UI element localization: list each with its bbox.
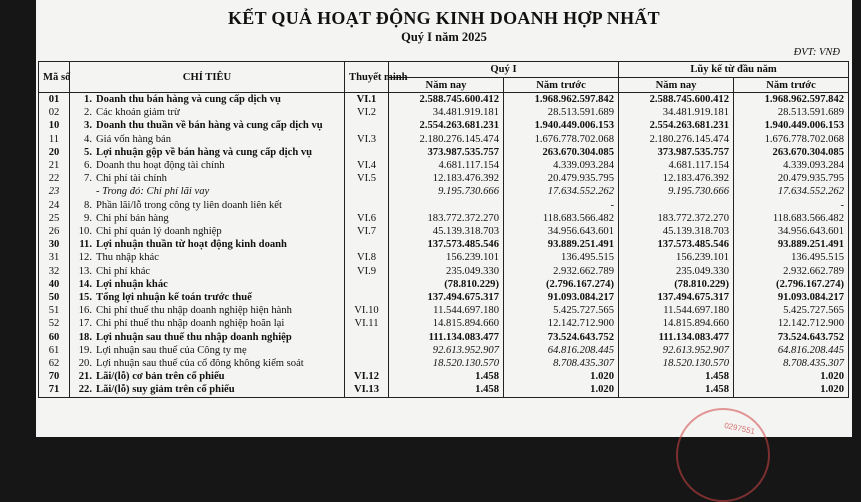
header-ytd-this-year: Năm nay	[619, 78, 734, 93]
header-quarter: Quý I	[389, 62, 619, 78]
table-body	[39, 93, 849, 398]
quarter-this-year-value: 137.494.675.317	[389, 291, 504, 304]
quarter-prev-year-value: 1.968.962.597.842	[504, 93, 619, 107]
row-code: 60	[39, 331, 70, 344]
row-index: 12.	[78, 252, 92, 264]
quarter-prev-year-value: 17.634.552.262	[504, 185, 619, 198]
row-label	[70, 225, 345, 238]
row-label	[70, 383, 345, 397]
header-ytd-prev-year: Năm trước	[734, 78, 849, 93]
quarter-prev-year-value: 1.020	[504, 370, 619, 383]
row-code: 61	[39, 344, 70, 357]
row-label	[70, 119, 345, 132]
table-row	[39, 304, 849, 317]
ytd-prev-year-value: 20.479.935.795	[734, 172, 849, 185]
ytd-this-year-value: 9.195.730.666	[619, 185, 734, 198]
row-note: VI.13	[345, 383, 389, 397]
row-note: VI.2	[345, 106, 389, 119]
quarter-this-year-value: 92.613.952.907	[389, 344, 504, 357]
row-note: VI.9	[345, 265, 389, 278]
row-label	[70, 146, 345, 159]
ytd-this-year-value: 4.681.117.154	[619, 159, 734, 172]
quarter-this-year-value: 2.588.745.600.412	[389, 93, 504, 107]
ytd-prev-year-value: 1.940.449.006.153	[734, 119, 849, 132]
ytd-this-year-value: 137.573.485.546	[619, 238, 734, 251]
row-note	[345, 357, 389, 370]
report-title: KẾT QUẢ HOẠT ĐỘNG KINH DOANH HỢP NHẤT	[228, 8, 660, 28]
row-note: VI.11	[345, 317, 389, 330]
ytd-this-year-value: (78.810.229)	[619, 278, 734, 291]
row-label-text: Chi phí thuế thu nhập doanh nghiệp hiện hành	[96, 305, 292, 317]
ytd-prev-year-value: 1.676.778.702.068	[734, 133, 849, 146]
row-note: VI.1	[345, 93, 389, 107]
table-row	[39, 383, 849, 397]
quarter-this-year-value	[389, 199, 504, 212]
table-row	[39, 265, 849, 278]
row-label-text: Lợi nhuận gộp về bán hàng và cung cấp dịch vụ	[96, 146, 313, 158]
quarter-prev-year-value: 28.513.591.689	[504, 106, 619, 119]
quarter-prev-year-value: 91.093.084.217	[504, 291, 619, 304]
row-label-text: Phần lãi/lỗ trong công ty liên doanh liên kết	[96, 199, 282, 211]
row-note	[345, 331, 389, 344]
header-item: CHỈ TIÊU	[70, 62, 345, 93]
ytd-prev-year-value: 1.968.962.597.842	[734, 93, 849, 107]
header-note: Thuyết minh	[345, 62, 389, 93]
ytd-prev-year-value: 12.142.712.900	[734, 317, 849, 330]
row-note: VI.8	[345, 251, 389, 264]
report-page	[36, 0, 852, 437]
quarter-this-year-value: (78.810.229)	[389, 278, 504, 291]
row-label-text: Lợi nhuận sau thuế thu nhập doanh nghiệp	[96, 331, 292, 343]
row-index: 22.	[78, 384, 92, 396]
row-label	[70, 370, 345, 383]
row-label	[70, 106, 345, 119]
header-quarter-this-year: Năm nay	[389, 78, 504, 93]
row-index: 19.	[78, 344, 92, 356]
income-statement-table	[38, 61, 849, 398]
row-code: 11	[39, 133, 70, 146]
row-code: 30	[39, 238, 70, 251]
ytd-this-year-value: 92.613.952.907	[619, 344, 734, 357]
row-note	[345, 344, 389, 357]
table-row	[39, 146, 849, 159]
table-row	[39, 357, 849, 370]
quarter-prev-year-value: 2.932.662.789	[504, 265, 619, 278]
quarter-this-year-value: 373.987.535.757	[389, 146, 504, 159]
row-index: 2.	[84, 107, 92, 119]
row-index: 14.	[78, 278, 92, 290]
row-note	[345, 185, 389, 198]
row-label-text: Doanh thu hoạt động tài chính	[96, 160, 225, 172]
row-label-text: Lãi/(lỗ) cơ bản trên cổ phiếu	[96, 371, 225, 383]
row-label	[70, 304, 345, 317]
ytd-prev-year-value: (2.796.167.274)	[734, 278, 849, 291]
ytd-this-year-value: 2.554.263.681.231	[619, 119, 734, 132]
quarter-prev-year-value: 1.940.449.006.153	[504, 119, 619, 132]
ytd-prev-year-value: 1.020	[734, 383, 849, 397]
row-label-text: Lợi nhuận sau thuế của cổ đông không kiểm soát	[96, 358, 304, 370]
table-row	[39, 185, 849, 198]
row-label	[70, 212, 345, 225]
row-index: 13.	[78, 265, 92, 277]
quarter-this-year-value: 2.180.276.145.474	[389, 133, 504, 146]
quarter-prev-year-value: 12.142.712.900	[504, 317, 619, 330]
currency-unit: ĐVT: VNĐ	[793, 47, 840, 58]
row-note: VI.6	[345, 212, 389, 225]
row-note	[345, 291, 389, 304]
quarter-prev-year-value: 1.676.778.702.068	[504, 133, 619, 146]
row-label-text: Chi phí tài chính	[96, 173, 167, 185]
row-code: 02	[39, 106, 70, 119]
row-note: VI.7	[345, 225, 389, 238]
row-label	[70, 133, 345, 146]
row-note	[345, 119, 389, 132]
quarter-this-year-value: 235.049.330	[389, 265, 504, 278]
row-code: 01	[39, 93, 70, 107]
row-label-text: Lợi nhuận khác	[96, 278, 168, 290]
report-period: Quý I năm 2025	[401, 30, 487, 44]
ytd-prev-year-value: 118.683.566.482	[734, 212, 849, 225]
row-note	[345, 199, 389, 212]
ytd-this-year-value: 235.049.330	[619, 265, 734, 278]
quarter-prev-year-value: -	[504, 199, 619, 212]
row-label	[70, 251, 345, 264]
table-row	[39, 317, 849, 330]
row-note: VI.10	[345, 304, 389, 317]
row-code: 20	[39, 146, 70, 159]
row-index: 18.	[78, 331, 92, 343]
quarter-prev-year-value: 20.479.935.795	[504, 172, 619, 185]
row-label	[70, 278, 345, 291]
row-label-text: Chi phí khác	[96, 265, 151, 277]
ytd-this-year-value: 373.987.535.757	[619, 146, 734, 159]
row-code: 26	[39, 225, 70, 238]
ytd-prev-year-value: 5.425.727.565	[734, 304, 849, 317]
quarter-this-year-value: 2.554.263.681.231	[389, 119, 504, 132]
row-index: 3.	[84, 120, 92, 132]
row-index: 10.	[78, 226, 92, 238]
ytd-prev-year-value: 28.513.591.689	[734, 106, 849, 119]
ytd-prev-year-value: 2.932.662.789	[734, 265, 849, 278]
row-label-text: Thu nhập khác	[96, 252, 159, 264]
ytd-this-year-value: 111.134.083.477	[619, 331, 734, 344]
row-label	[70, 344, 345, 357]
row-code: 50	[39, 291, 70, 304]
row-note: VI.12	[345, 370, 389, 383]
ytd-this-year-value: 11.544.697.180	[619, 304, 734, 317]
row-note: VI.4	[345, 159, 389, 172]
ytd-this-year-value	[619, 199, 734, 212]
table-row	[39, 119, 849, 132]
row-label	[70, 331, 345, 344]
quarter-prev-year-value: (2.796.167.274)	[504, 278, 619, 291]
ytd-this-year-value: 1.458	[619, 370, 734, 383]
ytd-prev-year-value: 263.670.304.085	[734, 146, 849, 159]
quarter-prev-year-value: 1.020	[504, 383, 619, 397]
row-label-text: Lợi nhuận thuần từ hoạt động kinh doanh	[96, 239, 287, 251]
ytd-prev-year-value: 64.816.208.445	[734, 344, 849, 357]
header-ytd: Lũy kế từ đầu năm	[619, 62, 849, 78]
row-index: 20.	[78, 358, 92, 370]
ytd-prev-year-value: 91.093.084.217	[734, 291, 849, 304]
row-code: 23	[39, 185, 70, 198]
table-row	[39, 133, 849, 146]
header-code: Mã số	[39, 62, 70, 93]
row-label	[70, 159, 345, 172]
table-row	[39, 344, 849, 357]
ytd-this-year-value: 2.180.276.145.474	[619, 133, 734, 146]
quarter-prev-year-value: 4.339.093.284	[504, 159, 619, 172]
ytd-this-year-value: 2.588.745.600.412	[619, 93, 734, 107]
quarter-this-year-value: 11.544.697.180	[389, 304, 504, 317]
quarter-this-year-value: 14.815.894.660	[389, 317, 504, 330]
row-label	[70, 317, 345, 330]
row-label	[70, 172, 345, 185]
ytd-prev-year-value: 1.020	[734, 370, 849, 383]
row-code: 10	[39, 119, 70, 132]
row-index: 16.	[78, 305, 92, 317]
ytd-this-year-value: 137.494.675.317	[619, 291, 734, 304]
row-index: 21.	[78, 371, 92, 383]
row-index: 9.	[84, 212, 92, 224]
ytd-prev-year-value: 34.956.643.601	[734, 225, 849, 238]
quarter-prev-year-value: 263.670.304.085	[504, 146, 619, 159]
quarter-this-year-value: 45.139.318.703	[389, 225, 504, 238]
row-note	[345, 238, 389, 251]
row-label	[70, 265, 345, 278]
ytd-prev-year-value: 17.634.552.262	[734, 185, 849, 198]
ytd-this-year-value: 183.772.372.270	[619, 212, 734, 225]
row-code: 51	[39, 304, 70, 317]
row-code: 32	[39, 265, 70, 278]
quarter-this-year-value: 12.183.476.392	[389, 172, 504, 185]
seal-text: 0297551	[723, 420, 756, 437]
row-label	[70, 93, 345, 107]
table-row	[39, 93, 849, 107]
quarter-prev-year-value: 73.524.643.752	[504, 331, 619, 344]
quarter-this-year-value: 111.134.083.477	[389, 331, 504, 344]
quarter-prev-year-value: 118.683.566.482	[504, 212, 619, 225]
row-index: 8.	[84, 199, 92, 211]
row-note	[345, 278, 389, 291]
quarter-this-year-value: 1.458	[389, 370, 504, 383]
ytd-prev-year-value: 8.708.435.307	[734, 357, 849, 370]
header-quarter-prev-year: Năm trước	[504, 78, 619, 93]
row-label	[70, 291, 345, 304]
row-index: 4.	[84, 133, 92, 145]
quarter-prev-year-value: 64.816.208.445	[504, 344, 619, 357]
quarter-this-year-value: 4.681.117.154	[389, 159, 504, 172]
row-index: 5.	[84, 146, 92, 158]
row-label	[70, 185, 345, 198]
row-code: 52	[39, 317, 70, 330]
row-note	[345, 146, 389, 159]
quarter-this-year-value: 9.195.730.666	[389, 185, 504, 198]
ytd-prev-year-value: 4.339.093.284	[734, 159, 849, 172]
row-index: 1.	[84, 94, 92, 105]
ytd-prev-year-value: 93.889.251.491	[734, 238, 849, 251]
row-index: 6.	[84, 160, 92, 172]
quarter-prev-year-value: 136.495.515	[504, 251, 619, 264]
row-code: 70	[39, 370, 70, 383]
table-row	[39, 172, 849, 185]
row-code: 62	[39, 357, 70, 370]
quarter-this-year-value: 18.520.130.570	[389, 357, 504, 370]
row-label-text: Lợi nhuận sau thuế của Công ty mẹ	[96, 344, 247, 356]
table-row	[39, 159, 849, 172]
ytd-this-year-value: 156.239.101	[619, 251, 734, 264]
row-label	[70, 238, 345, 251]
ytd-this-year-value: 34.481.919.181	[619, 106, 734, 119]
row-code: 22	[39, 172, 70, 185]
table-row	[39, 238, 849, 251]
ytd-prev-year-value: 73.524.643.752	[734, 331, 849, 344]
ytd-this-year-value: 1.458	[619, 383, 734, 397]
row-label-text: Doanh thu thuần về bán hàng và cung cấp dịch vụ	[96, 120, 323, 132]
table-row	[39, 278, 849, 291]
row-index: 15.	[78, 292, 92, 304]
quarter-prev-year-value: 93.889.251.491	[504, 238, 619, 251]
row-code: 24	[39, 199, 70, 212]
row-code: 25	[39, 212, 70, 225]
row-label	[70, 357, 345, 370]
row-label-text: Lãi/(lỗ) suy giảm trên cổ phiếu	[96, 384, 235, 396]
quarter-prev-year-value: 5.425.727.565	[504, 304, 619, 317]
table-row	[39, 331, 849, 344]
row-code: 21	[39, 159, 70, 172]
quarter-this-year-value: 137.573.485.546	[389, 238, 504, 251]
ytd-this-year-value: 45.139.318.703	[619, 225, 734, 238]
row-note: VI.3	[345, 133, 389, 146]
row-label-text: Doanh thu bán hàng và cung cấp dịch vụ	[96, 94, 281, 105]
quarter-this-year-value: 1.458	[389, 383, 504, 397]
quarter-prev-year-value: 34.956.643.601	[504, 225, 619, 238]
row-label-text: Giá vốn hàng bán	[96, 133, 172, 145]
table-row	[39, 212, 849, 225]
ytd-prev-year-value: -	[734, 199, 849, 212]
row-label-text: Chi phí bán hàng	[96, 212, 169, 224]
ytd-this-year-value: 14.815.894.660	[619, 317, 734, 330]
row-label-text: - Trong đó: Chi phí lãi vay	[96, 186, 210, 198]
ytd-this-year-value: 18.520.130.570	[619, 357, 734, 370]
ytd-prev-year-value: 136.495.515	[734, 251, 849, 264]
table-row	[39, 106, 849, 119]
row-code: 31	[39, 251, 70, 264]
quarter-prev-year-value: 8.708.435.307	[504, 357, 619, 370]
table-row	[39, 225, 849, 238]
row-label-text: Chi phí thuế thu nhập doanh nghiệp hoãn lại	[96, 318, 285, 330]
row-index: 17.	[78, 318, 92, 330]
row-label	[70, 199, 345, 212]
row-note: VI.5	[345, 172, 389, 185]
quarter-this-year-value: 156.239.101	[389, 251, 504, 264]
table-row	[39, 199, 849, 212]
row-label-text: Các khoản giảm trừ	[96, 107, 180, 119]
row-code: 71	[39, 383, 70, 397]
row-label-text: Chi phí quản lý doanh nghiệp	[96, 226, 222, 238]
row-code: 40	[39, 278, 70, 291]
quarter-this-year-value: 183.772.372.270	[389, 212, 504, 225]
row-index: 11.	[79, 239, 92, 251]
ytd-this-year-value: 12.183.476.392	[619, 172, 734, 185]
table-row	[39, 291, 849, 304]
quarter-this-year-value: 34.481.919.181	[389, 106, 504, 119]
table-row	[39, 370, 849, 383]
row-index: 7.	[84, 173, 92, 185]
row-label-text: Tổng lợi nhuận kế toán trước thuế	[96, 292, 252, 304]
table-row	[39, 251, 849, 264]
company-seal	[676, 408, 770, 502]
